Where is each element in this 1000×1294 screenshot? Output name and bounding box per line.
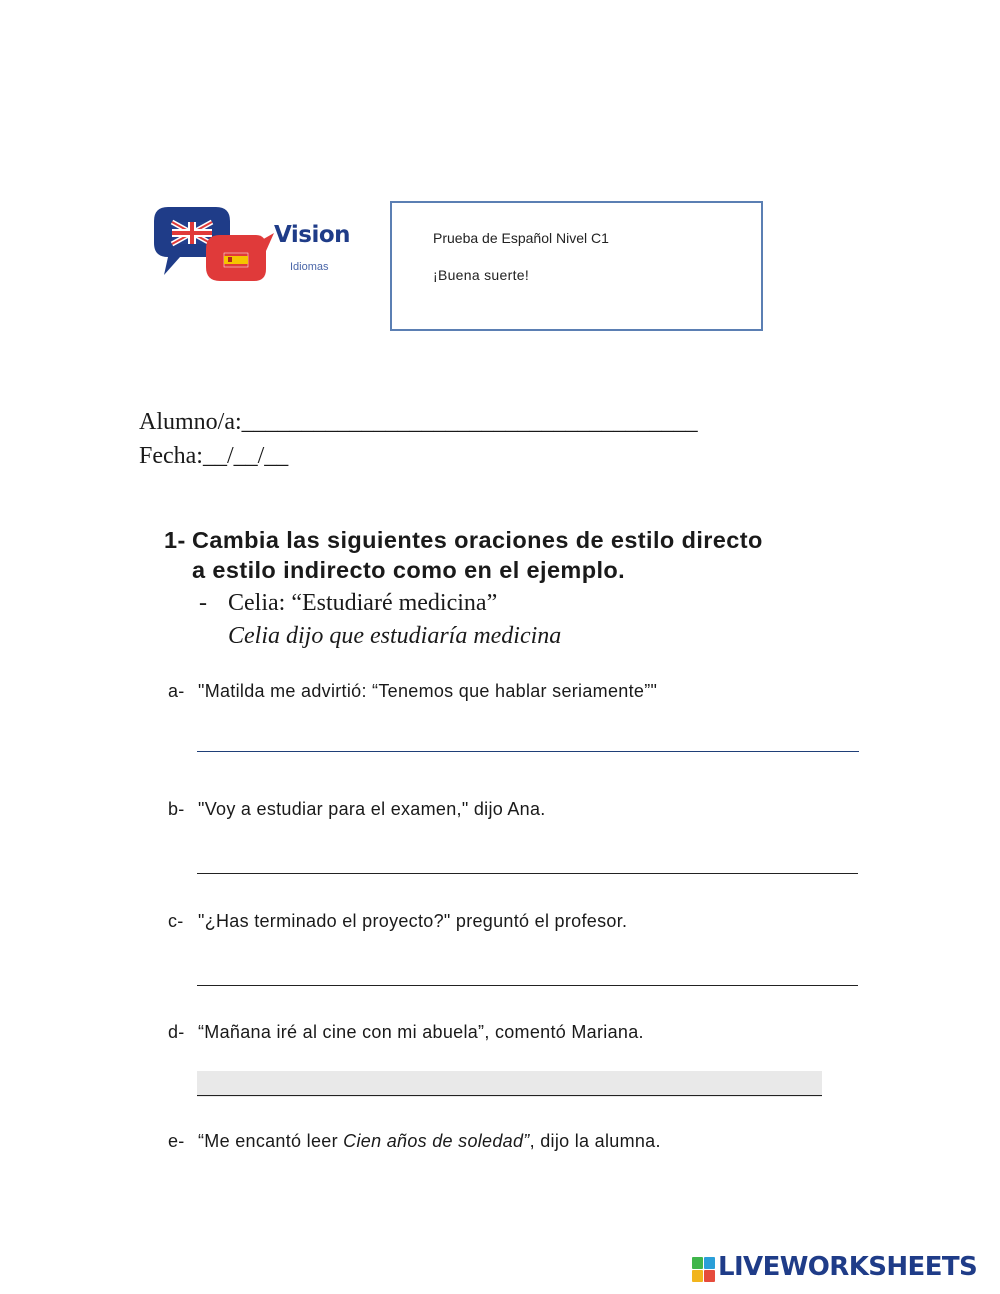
answer-line-d[interactable] [197,1095,822,1096]
item-e-letter: e- [168,1131,185,1151]
answer-line-b[interactable] [197,873,858,874]
good-luck-text: ¡Buena suerte! [433,267,530,283]
item-c-text: "¿Has terminado el proyecto?" preguntó el profesor. [198,911,628,931]
item-a-letter: a- [168,681,185,701]
test-title: Prueba de Español Nivel C1 [433,230,609,246]
answer-field-d[interactable] [197,1071,822,1097]
logo-brand: Vision [274,222,351,248]
item-d-letter: d- [168,1022,185,1042]
example-answer: Celia dijo que estudiaría medicina [228,623,562,649]
logo-subtitle: Idiomas [290,261,329,273]
test-header-box [390,201,763,331]
item-e-text [198,1131,661,1152]
spain-flag-bubble-icon [206,233,274,281]
item-a-text: "Matilda me advirtió: “Tenemos que hablar seriamente”" [198,681,658,701]
example-dash: - [199,590,207,616]
example-question: Celia: “Estudiaré medicina” [228,590,498,616]
liveworksheets-brand: LIVEWORKSHEETS [718,1252,978,1282]
item-e-text-after: , dijo la alumna. [529,1131,661,1151]
item-e-text-before: “Me encantó leer [198,1131,344,1151]
item-e-book-title: Cien años de soledad” [343,1131,530,1151]
date-field[interactable]: Fecha:__/__/__ [139,443,289,469]
item-b-text: "Voy a estudiar para el examen," dijo Ana. [198,799,546,819]
answer-line-c[interactable] [197,985,858,986]
item-c-letter: c- [168,911,184,931]
item-d-text: “Mañana iré al cine con mi abuela”, comentó Mariana. [198,1022,644,1042]
instruction-line-1: Cambia las siguientes oraciones de estilo directo [192,527,763,553]
exercise-instruction [164,524,884,557]
instruction-line-2: a estilo indirecto como en el ejemplo. [192,557,626,583]
answer-line-a[interactable] [197,751,859,752]
item-b-letter: b- [168,799,185,819]
exercise-number: 1- [164,527,186,553]
liveworksheets-icon [692,1257,716,1283]
student-name-field[interactable]: Alumno/a:______________________________________ [139,409,698,435]
